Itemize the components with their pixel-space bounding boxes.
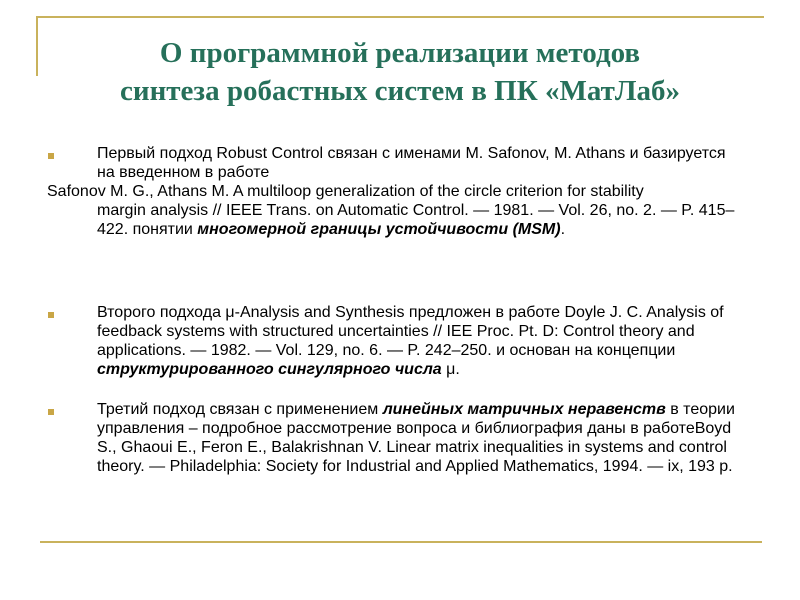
item2-text: Второго подхода μ-Analysis and Synthesis предложен в работе Doyle J. C. Analysis of feedback systems with structured uncertainties // IEE Proc. Pt. D: Control theory and applications. — 1982. — Vol. 129, no. 6. — P. 242–250. и основан на концепции [97,304,724,359]
item2-emphasis: структурированного сингулярного числа [97,361,442,378]
reference-line-1: Safonov M. G., Athans M. A multiloop generalization of the circle criterion for stability [47,183,644,200]
title-line-2: синтеза робастных систем в ПК «МатЛаб» [120,75,680,107]
list-item-third-approach [97,400,747,476]
list-item-first-approach [97,144,747,182]
reference-cont-text: margin analysis // IEEE Trans. on Automatic Control. — 1981. — Vol. 26, no. 2. — P. 415–422. понятии [97,202,735,238]
bullet-icon [48,409,54,415]
item3-emphasis: линейных матричных неравенств [382,401,666,418]
bottom-rule [40,541,762,543]
reference-continuation [47,201,747,239]
bullet-icon [48,312,54,318]
frame-top-rule [36,16,764,18]
item1-text: Первый подход Robust Control связан с именами M. Safonov, M. Athans и базируется на введенном в работе [97,145,726,181]
item3-text: Третий подход связан с применением [97,401,383,418]
item2-end: μ. [441,361,460,378]
list-item-second-approach [97,303,747,379]
frame-left-rule [36,16,38,76]
slide-title [40,34,760,110]
reference-cont-end: . [560,221,566,238]
item3-end: в теории управления – подробное рассмотрение вопроса и библиография даны в работеBoyd S., Ghaoui E., Feron E., Balakrishnan V. Linear matrix inequalities in systems and control theory. — Philadelphia: Society for Industrial and Applied Mathematics, 1994. — ix, 193 p. [97,401,735,475]
title-line-1: О программной реализации методов [159,37,641,69]
reference-emphasis: многомерной границы устойчивости (MSM) [197,221,561,238]
bullet-icon [48,153,54,159]
reference-safonov [47,182,747,239]
